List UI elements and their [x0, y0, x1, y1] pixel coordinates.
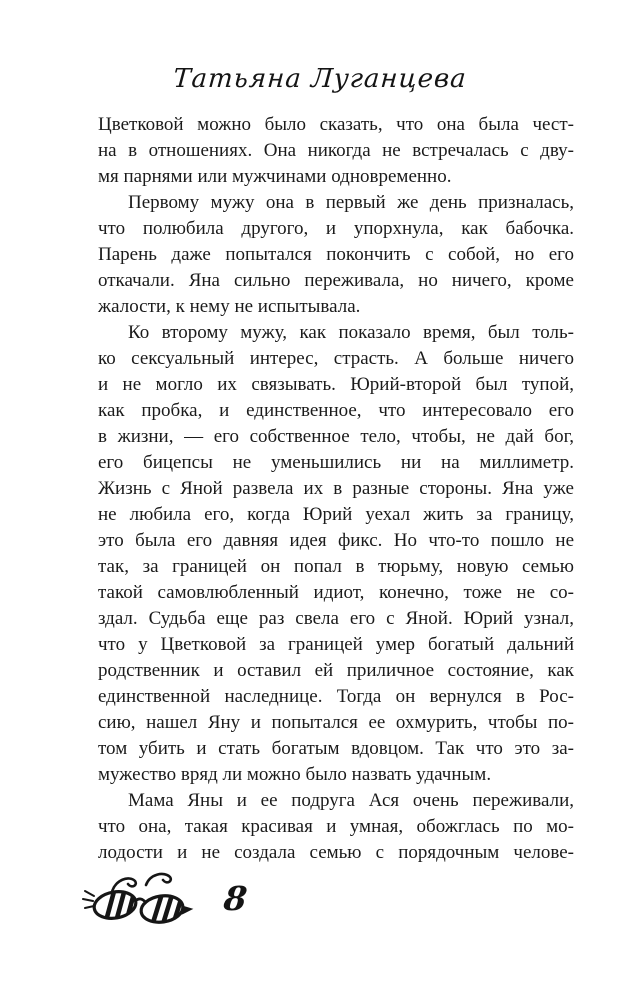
- text-line: как пробка, и единственное, что интересовало его: [98, 400, 574, 421]
- text-line: том убить и стать богатым вдовцом. Так что это за-: [98, 738, 574, 759]
- author-header: Татьяна Луганцева: [172, 64, 468, 94]
- text-line: откачали. Яна сильно переживала, но ничего, кроме: [98, 270, 574, 291]
- text-line: в жизни, — его собственное тело, чтобы, не дай бог,: [98, 426, 574, 447]
- text-line: не любила его, когда Юрий уехал жить за границу,: [98, 504, 574, 525]
- text-line: Мама Яны и ее подруга Ася очень переживали,: [128, 790, 574, 811]
- paragraph: [98, 320, 574, 788]
- text-line: Ко второму мужу, как показало время, был толь-: [128, 322, 574, 343]
- text-line: мужество вряд ли можно было назвать удачным.: [98, 764, 492, 785]
- text-block: [98, 112, 574, 866]
- text-line: такой самовлюбленный идиот, конечно, тоже не со-: [98, 582, 574, 603]
- text-line: жалости, к нему не испытывала.: [98, 296, 361, 317]
- text-line: сию, нашел Яну и попытался ее охмурить, чтобы по-: [98, 712, 574, 733]
- text-line: единственной наследнице. Тогда он вернулся в Рос-: [98, 686, 574, 707]
- text-line: лодости и не создала семью с порядочным челове-: [98, 842, 574, 863]
- text-line: ко сексуальный интерес, страсть. А больше ничего: [98, 348, 574, 369]
- text-line: родственник и оставил ей приличное состояние, как: [98, 660, 574, 681]
- text-line: на в отношениях. Она никогда не встречалась с дву-: [98, 140, 574, 161]
- paragraph: [98, 112, 574, 190]
- paragraph: [98, 788, 574, 866]
- text-line: здал. Судьба еще раз свела его с Яной. Юрий узнал,: [98, 608, 574, 629]
- text-line: что она, такая красивая и умная, обожглась по мо-: [98, 816, 574, 837]
- text-line: это была его давняя идея фикс. Но что-то пошло не: [98, 530, 574, 551]
- sunglasses-icon: [82, 868, 198, 928]
- text-line: что у Цветковой за границей умер богатый дальний: [98, 634, 574, 655]
- text-line: его бицепсы не уменьшились ни на миллиметр.: [98, 452, 574, 473]
- text-line: Цветковой можно было сказать, что она была чест-: [98, 114, 574, 135]
- page-number: 8: [221, 878, 250, 918]
- paragraph: [98, 190, 574, 320]
- text-line: и не могло их связывать. Юрий-второй был тупой,: [98, 374, 574, 395]
- text-line: Первому мужу она в первый же день призналась,: [128, 192, 574, 213]
- text-line: Парень даже попытался покончить с собой, но его: [98, 244, 574, 265]
- text-line: что полюбила другого, и упорхнула, как бабочка.: [98, 218, 574, 239]
- text-line: Жизнь с Яной развела их в разные стороны. Яна уже: [98, 478, 574, 499]
- page-footer: [82, 866, 250, 930]
- text-line: мя парнями или мужчинами одновременно.: [98, 166, 452, 187]
- text-line: так, за границей он попал в тюрьму, новую семью: [98, 556, 574, 577]
